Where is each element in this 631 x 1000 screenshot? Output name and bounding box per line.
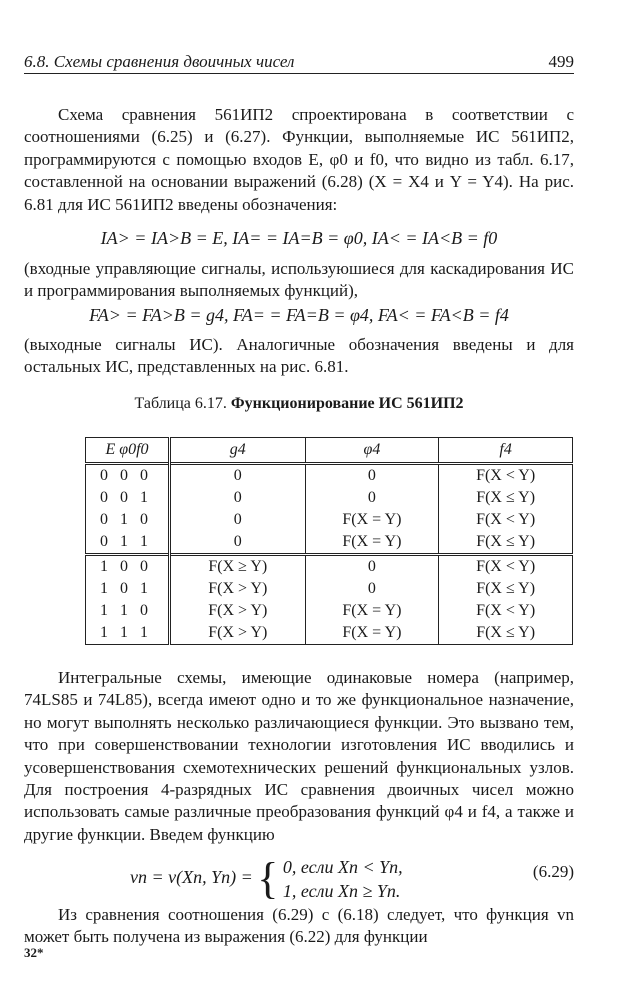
equation-case-1: 0, если Xn < Yn, (282, 857, 403, 877)
table-row (86, 622, 573, 645)
formula-output-signals: FA> = FA>B = g4, FA= = FA=B = φ4, FA< = FA<B = f4 (89, 305, 509, 325)
paragraph-4: Интегральные схемы, имеющие одинаковые номера (например, 74LS85 и 74L85), всегда имеют одно и то же функциональное назначение, но могут выполнять несколько различающиеся функции. Это вызвано тем, что при совершенствовании технологии изготовления ИС вводились и усовершенствования схемотехнических решений функциональных узлов. Для построения 4-разрядных ИС сравнения двоичных чисел можно использовать самые различные преобразования функций φ4 и f4, а также и другие функции. Введем функцию (24, 668, 575, 844)
cell-inputs: 1 1 1 (86, 622, 170, 645)
table-row (86, 578, 573, 600)
cell-f4: F(X ≤ Y) (439, 531, 573, 555)
equation-number: (6.29) (532, 862, 574, 881)
formula-input-signals: IA> = IA>B = E, IA= = IA=B = φ0, IA< = IA<B = f0 (100, 228, 498, 248)
header-g4: g4 (170, 438, 306, 464)
cell-inputs: 0 0 1 (86, 487, 170, 509)
cell-f4: F(X < Y) (439, 509, 573, 531)
brace-icon: { (257, 854, 279, 903)
cell-f4: F(X ≤ Y) (439, 622, 573, 645)
equation-lhs: vn = v(Xn, Yn) = (130, 867, 253, 888)
header-phi4: φ4 (305, 438, 439, 464)
equation-cases (283, 855, 403, 903)
cell-g4: 0 (170, 509, 306, 531)
function-table (85, 437, 573, 645)
header-f4: f4 (439, 438, 573, 464)
table-row (86, 487, 573, 509)
cell-g4: 0 (170, 531, 306, 555)
table-caption-prefix: Таблица 6.17. (134, 395, 227, 412)
cell-phi4: 0 (305, 464, 439, 488)
cell-phi4: 0 (305, 578, 439, 600)
cell-phi4: F(X = Y) (305, 600, 439, 622)
cell-inputs: 0 0 0 (86, 464, 170, 488)
equation-case-2: 1, если Xn ≥ Yn. (282, 881, 401, 901)
section-title: 6.8. Схемы сравнения двоичных чисел (24, 52, 295, 71)
cell-inputs: 1 1 0 (86, 600, 170, 622)
running-header (24, 52, 574, 74)
paragraph-5: Из сравнения соотношения (6.29) с (6.18) следует, что функция vn может быть получена из выражения (6.22) для функции (24, 905, 574, 947)
equation-6-29 (130, 855, 403, 903)
cell-f4: F(X < Y) (439, 555, 573, 579)
cell-f4: F(X ≤ Y) (439, 487, 573, 509)
table-row (86, 531, 573, 555)
header-inputs: E φ0f0 (86, 438, 170, 464)
cell-g4: F(X > Y) (170, 578, 306, 600)
cell-phi4: 0 (305, 487, 439, 509)
paragraph-3: (выходные сигналы ИС). Аналогичные обозначения введены и для остальных ИС, представленных на рис. 6.81. (24, 335, 574, 377)
table-row (86, 555, 573, 579)
paragraph-2: (входные управляющие сигналы, используюшиеся для каскадирования ИС и программирования выполняемых функций), (24, 259, 574, 301)
table-row (86, 600, 573, 622)
cell-phi4: F(X = Y) (305, 509, 439, 531)
table-row (86, 509, 573, 531)
cell-inputs: 0 1 1 (86, 531, 170, 555)
table-caption-title: Функционирование ИС 561ИП2 (230, 395, 464, 412)
cell-inputs: 0 1 0 (86, 509, 170, 531)
cell-inputs: 1 0 0 (86, 555, 170, 579)
cell-g4: F(X > Y) (170, 622, 306, 645)
cell-phi4: 0 (305, 555, 439, 579)
cell-g4: 0 (170, 487, 306, 509)
cell-phi4: F(X = Y) (305, 622, 439, 645)
cell-phi4: F(X = Y) (305, 531, 439, 555)
cell-g4: 0 (170, 464, 306, 488)
table-caption (24, 395, 574, 413)
cell-f4: F(X ≤ Y) (439, 578, 573, 600)
signature-mark: 32* (24, 945, 44, 960)
header-rule (24, 73, 574, 74)
cell-g4: F(X > Y) (170, 600, 306, 622)
table-row (86, 464, 573, 488)
paragraph-1: Схема сравнения 561ИП2 спроектирована в соответствии с соотношениями (6.25) и (6.27). Функции, выполняемые ИС 561ИП2, программируются с помощью входов E, φ0 и f0, что видно из табл. 6.17, составленной на основании выражений (6.28) (X = X4 и Y = Y4). На рис. 6.81 для ИС 561ИП2 введены обозначения: (24, 105, 574, 214)
cell-f4: F(X < Y) (439, 600, 573, 622)
cell-g4: F(X ≥ Y) (170, 555, 306, 579)
cell-f4: F(X < Y) (439, 464, 573, 488)
table-header-row (86, 438, 573, 464)
page-number: 499 (548, 52, 574, 71)
cell-inputs: 1 0 1 (86, 578, 170, 600)
